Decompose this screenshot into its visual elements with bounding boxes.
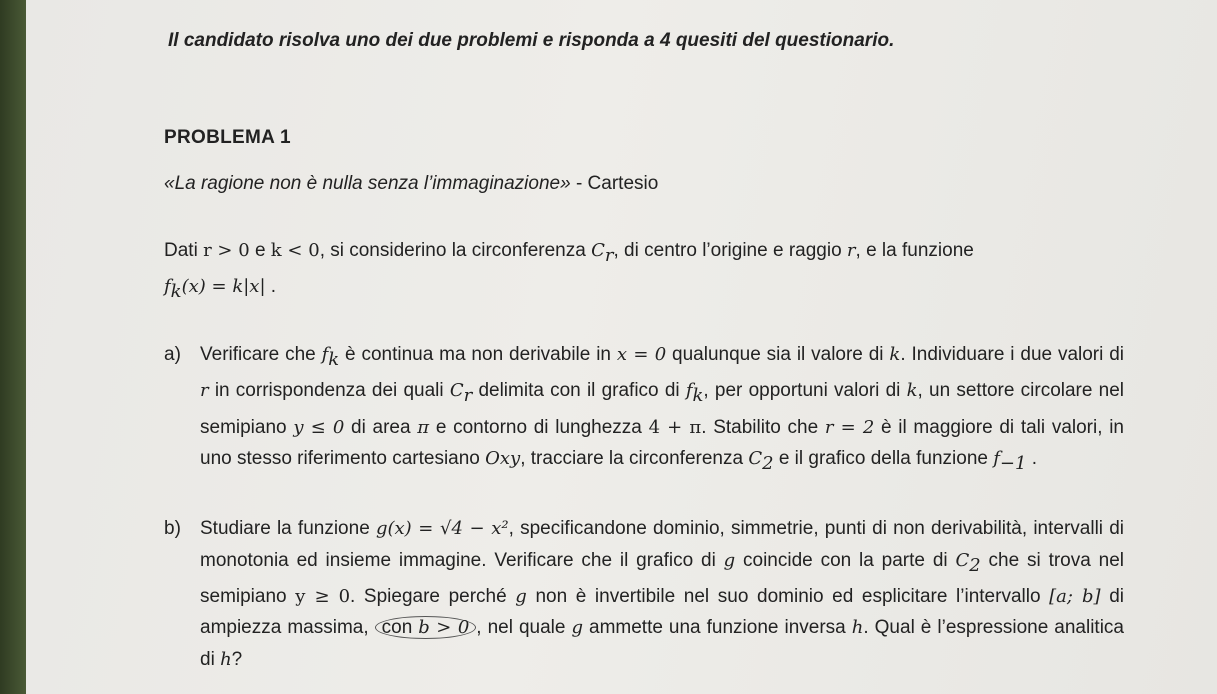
problem-title: PROBLEMA 1 <box>164 127 291 148</box>
question-b <box>164 513 1124 675</box>
question-b-label: b) <box>164 518 181 539</box>
pen-circle-annotation: con b > 0 <box>375 616 477 639</box>
question-b-body: Studiare la funzione g(x) = √4 − x², specificandone dominio, simmetrie, punti di non derivabilità, intervalli di monotonia ed insieme immagine. Verificare che il grafico di g coincide con la parte di $C_2$ che si trova nel semipiano y ≥ 0. Spiegare perché g non è invertibile nel suo dominio ed esplicitare l’intervallo [a; b] di ampiezza massima, con b > 0 , nel quale g ammette una funzione inversa h. Qual è l’espressione analitica di h? <box>200 518 1125 670</box>
instructions-header: Il candidato risolva uno dei due problemi e risponda a 4 quesiti del questionario. <box>168 30 895 51</box>
quote <box>164 173 658 195</box>
question-a-label: a) <box>164 344 181 365</box>
background-edge <box>0 0 26 694</box>
problem-intro: Dati r > 0 e k < 0, si considerino la circonferenza $C_r$, di centro l’origine e raggio r, e la funzione $f_k(x) = k|x|$ . <box>164 240 974 302</box>
quote-author: - Cartesio <box>570 173 659 194</box>
paper-sheet <box>26 0 1217 694</box>
question-a-body: Verificare che $f_k$ è continua ma non derivabile in x = 0 qualunque sia il valore di k. Individuare i due valori di r in corrispondenza dei quali $C_r$ delimita con il grafico di $f_k$, per opportuni valori di k, un settore circolare nel semipiano y ≤ 0 di area π e contorno di lunghezza 4 + π. Stabilito che r = 2 è il maggiore di tali valori, in uno stesso riferimento cartesiano Oxy, tracciare la circonferenza $C_2$ e il grafico della funzione $f_{-1}$ . <box>200 344 1125 474</box>
quote-text: «La ragione non è nulla senza l’immaginazione» <box>164 173 571 194</box>
question-a <box>164 339 1124 479</box>
